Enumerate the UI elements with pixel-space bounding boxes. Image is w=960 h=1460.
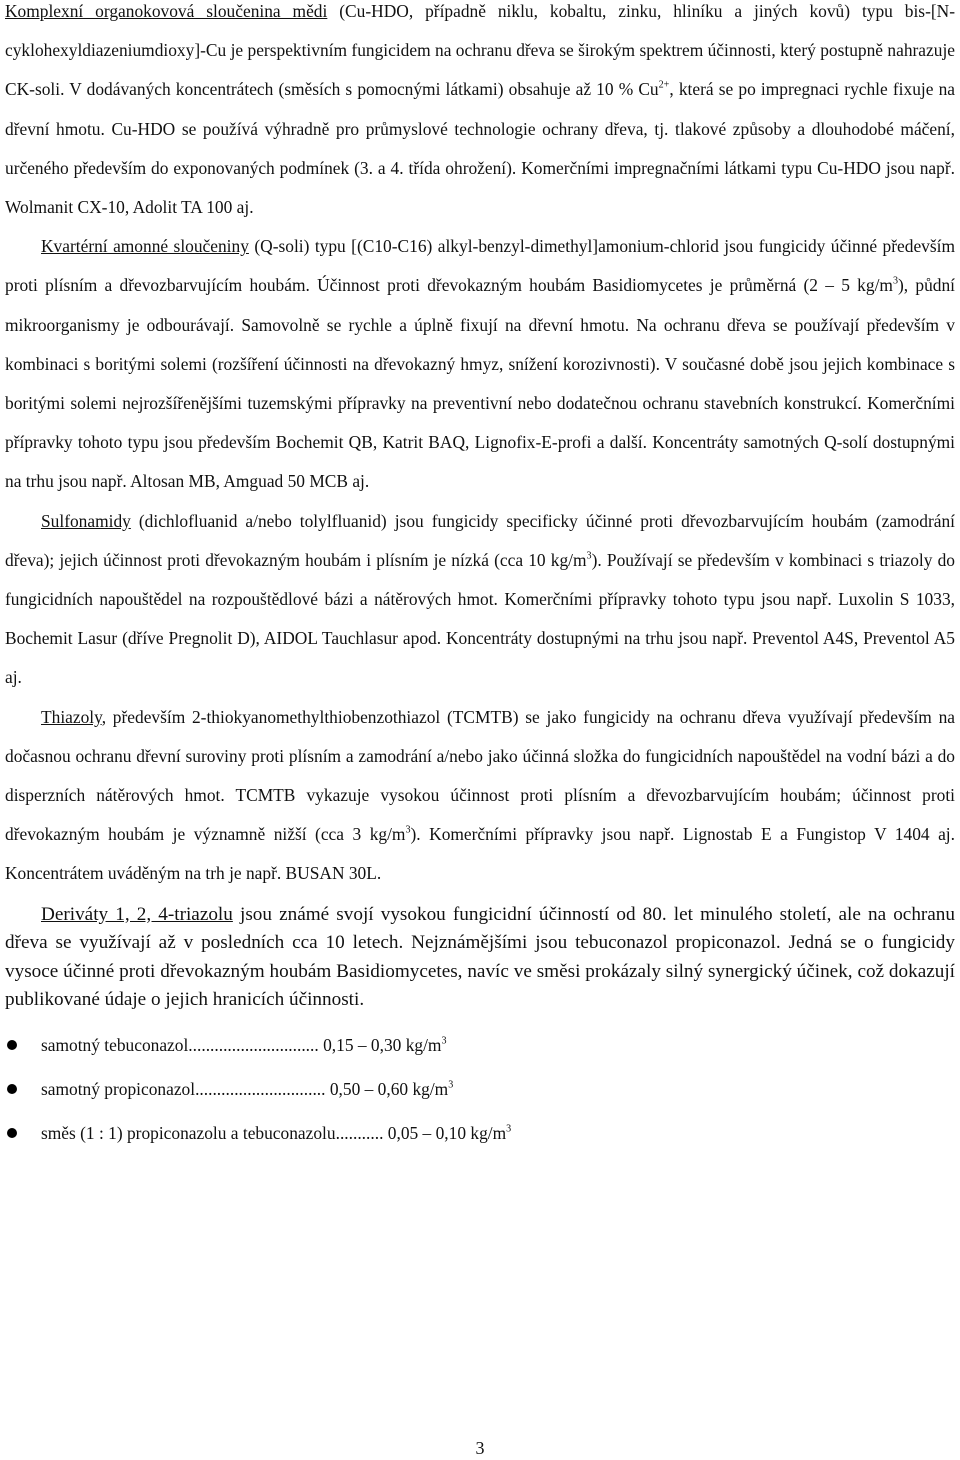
list-item-label: samotný propiconazol: [41, 1079, 196, 1100]
dot-leader: ..............................: [188, 1035, 319, 1056]
paragraph-cu-hdo: [5, 0, 955, 227]
superscript: 3: [441, 1035, 447, 1047]
superscript: 3: [405, 824, 411, 836]
superscript: 3: [506, 1123, 512, 1135]
paragraph-text: , která se po impregnaci rychle fixuje na dřevní hmotu. Cu-HDO se používá výhradně pro průmyslové technologie ochrany dřeva, tj. tlakové způsoby a dlouhodobé máčení, určeného především do exponovaných podmínek (3. a 4. třída ohrožení). Komerčními impregnačními látkami typu Cu-HDO jsou např. Wolmanit CX-10, Adolit TA 100 aj.: [5, 79, 955, 218]
list-item-label: směs (1 : 1) propiconazolu a tebuconazolu: [41, 1123, 336, 1144]
paragraph-text: ), půdní mikroorganismy je odbourávají. Samovolně se rychle a úplně fixují na dřevní hmotu. Na ochranu dřeva se používají především v kombinaci s boritými solemi (rozšíření účinnosti na dřevokazný hmyz, snížení korozivnosti). V současné době jsou jejich kombinace s boritými solemi nejrozšířenějšími tuzemskými přípravky na preventivní nebo dodatečnou ochranu stavebních konstrukcí. Komerčními přípravky tohoto typu jsou především Bochemit QB, Katrit BAQ, Lignofix-E-profi a další. Koncentráty samotných Q-solí dostupnými na trhu jsou např. Altosan MB, Amguad 50 MCB aj.: [5, 275, 955, 492]
term-sulfonamides: Sulfonamidy: [41, 510, 131, 531]
dot-leader: ...........: [335, 1123, 384, 1144]
bullet-icon: [7, 1084, 17, 1094]
term-cu-hdo: Komplexní organokovová sloučenina mědi: [5, 1, 328, 21]
paragraph-text: (Cu-HDO, případně niklu, kobaltu, zinku, hliníku a jiných kovů) typu bis-[N-cyklohexyldiazeniumdioxy]-Cu je perspektivním fungicidem na ochranu dřeva se širokým spektrem účinnosti, který postupně nahrazuje CK-soli. V dodávaných koncentrátech (směsích s pomocnými látkami) obsahuje až 10 % Cu: [5, 1, 956, 100]
superscript: 3: [586, 550, 592, 562]
paragraph-text: (Q-soli) typu [(C10-C16) alkyl-benzyl-dimethyl]amonium-chlorid jsou fungicidy účinné především proti plísním a dřevozbarvujícím houbám. Účinnost proti dřevokazným houbám Basidiomycetes je průměrná (2 – 5 kg/m: [5, 236, 955, 296]
paragraph-triazoles: [5, 901, 955, 1015]
list-item: [5, 1117, 955, 1161]
bullet-icon: [7, 1040, 17, 1050]
paragraph-text: (dichlofluanid a/nebo tolylfluanid) jsou fungicidy specificky účinné proti dřevozbarvujícím houbám (zamodrání dřeva); jejich účinnost proti dřevokazným houbám i plísním je nízká (cca 10 kg/m: [5, 510, 955, 570]
term-triazoles: Deriváty 1, 2, 4-triazolu: [41, 903, 233, 925]
term-thiazoles: Thiazoly: [41, 706, 102, 727]
list-item-label: samotný tebuconazol: [41, 1035, 189, 1056]
superscript: 2+: [658, 79, 670, 91]
list-item: [5, 1029, 955, 1073]
paragraph-text: ). Komerčními přípravky jsou např. Lignostab E a Fungistop V 1404 aj. Koncentrátem uváděným na trh je např. BUSAN 30L.: [5, 824, 955, 884]
superscript: 3: [892, 275, 898, 287]
paragraph-sulfonamides: [5, 502, 955, 698]
document-page: [5, 0, 955, 1161]
list-item: [5, 1073, 955, 1117]
paragraph-q-salts: [5, 227, 955, 501]
paragraph-thiazoles: [5, 698, 955, 894]
term-q-salts: Kvartérní amonné sloučeniny: [41, 236, 249, 257]
list-item-value: 0,15 – 0,30 kg/m: [318, 1035, 442, 1056]
bullet-icon: [7, 1128, 17, 1138]
list-item-value: 0,05 – 0,10 kg/m: [383, 1123, 507, 1144]
paragraph-text: ). Používají se především v kombinaci s triazoly do fungicidních napouštědel na rozpouštědlové bázi a nátěrových hmot. Komerčními přípravky tohoto typu jsou např. Luxolin S 1033, Bochemit Lasur (dříve Pregnolit D), AIDOL Tauchlasur apod. Koncentráty dostupnými na trhu jsou např. Preventol A4S, Preventol A5 aj.: [5, 549, 955, 688]
superscript: 3: [448, 1079, 454, 1091]
paragraph-text: , především 2-thiokyanomethylthiobenzothiazol (TCMTB) se jako fungicidy na ochranu dřeva využívají především na dočasnou ochranu dřevní suroviny proti plísním a zamodrání a/nebo jako účinná složka do fungicidních napouštědel na vodní bázi a do disperzních nátěrových hmot. TCMTB vykazuje vysokou účinnost proti plísním a dřevozbarvujícím houbám; účinnost proti dřevokazným houbám je významně nižší (cca 3 kg/m: [5, 706, 955, 845]
paragraph-text: jsou známé svojí vysokou fungicidní účinností od 80. let minulého století, ale na ochranu dřeva se využívají až v posledních cca 10 letech. Nejznámějšími jsou tebuconazol propiconazol. Jedná se o fungicidy vysoce účinné proti dřevokazným houbám Basidiomycetes, navíc ve směsi prokázaly silný synergický účinek, což dokazují publikované údaje o jejich hranicích účinnosti.: [5, 903, 955, 1011]
list-item-value: 0,50 – 0,60 kg/m: [325, 1079, 449, 1100]
dot-leader: ..............................: [195, 1079, 326, 1100]
page-number: 3: [475, 1438, 485, 1458]
efficacy-list: [5, 1029, 955, 1161]
